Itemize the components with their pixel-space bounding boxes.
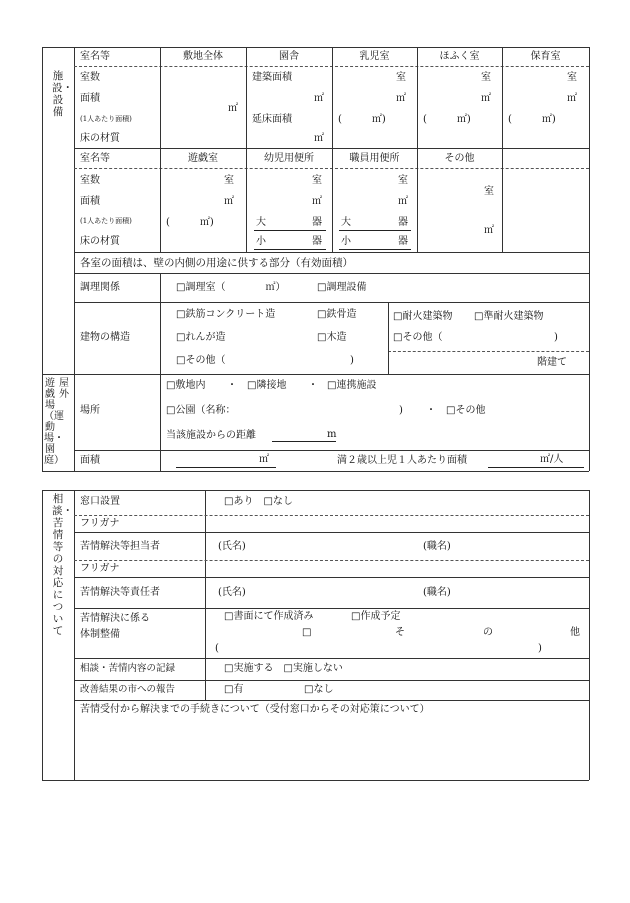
child-toilet-area-unit: ㎡	[312, 196, 322, 207]
child-toilet-room-unit: 室	[312, 175, 322, 186]
label2-room-count: 室数	[80, 175, 100, 186]
building-area-label: 建築面積	[252, 72, 292, 83]
procedure-textarea[interactable]	[76, 720, 586, 778]
distance-label: 当該施設からの距離	[166, 430, 256, 441]
playroom-room-unit: 室	[224, 175, 234, 186]
responsible-label: 苦情解決等責任者	[80, 587, 160, 598]
place-onsite-checkbox[interactable]: □敷地内	[166, 380, 206, 391]
cooking-room-checkbox[interactable]: □調理室（ ㎡）	[176, 282, 286, 293]
report-no-checkbox[interactable]: □なし	[304, 684, 334, 695]
header2-child-toilet: 幼児用便所	[264, 153, 314, 164]
crawl-room-unit: 室	[481, 72, 491, 83]
nursery-area-unit: ㎡	[567, 93, 577, 104]
infant-room-unit: 室	[396, 72, 406, 83]
other-room-unit: 室	[484, 186, 494, 197]
area-note: 各室の面積は、壁の内側の用途に供する部分（有効面積）	[80, 257, 353, 269]
per-child-unit: ㎡/人	[540, 454, 564, 465]
responsible-title[interactable]: (職名)	[423, 587, 451, 598]
window-label: 窓口設置	[80, 496, 120, 507]
place-partner-checkbox[interactable]: □連携施設	[327, 380, 377, 391]
system-other-char-3: 他	[570, 627, 580, 638]
place-label: 場所	[80, 405, 100, 416]
header2-staff-toilet: 職員用便所	[349, 153, 400, 164]
label2-floor-material: 床の材質	[80, 236, 120, 247]
structure-other-checkbox[interactable]: □その他（	[176, 355, 226, 366]
system-paren-open: (	[215, 643, 219, 654]
fire-other-checkbox[interactable]: □その他（	[393, 332, 443, 343]
system-other-char-1: そ	[395, 627, 405, 638]
place-adjacent-checkbox[interactable]: □隣接地	[247, 380, 287, 391]
structure-other-close: )	[350, 355, 354, 366]
handler-name[interactable]: (氏名)	[218, 541, 246, 552]
floor-area-unit: ㎡	[314, 133, 324, 144]
system-paren-close: )	[538, 643, 542, 654]
nursery-per-person: ( ㎡)	[508, 114, 556, 125]
playroom-per-person: ( ㎡)	[166, 217, 214, 228]
report-yes-checkbox[interactable]: □有	[224, 684, 244, 695]
report-label: 改善結果の市への報告	[80, 684, 176, 695]
header-crawl-room: ほふく室	[439, 51, 480, 62]
structure-wood-checkbox[interactable]: □木造	[317, 332, 347, 343]
place-other-checkbox[interactable]: □その他	[446, 405, 486, 416]
structure-label: 建物の構造	[80, 332, 130, 343]
responsible-name[interactable]: (氏名)	[218, 587, 246, 598]
child-toilet-small: 小	[256, 236, 266, 247]
header-nursery-room: 保育室	[530, 51, 561, 62]
staff-toilet-area-unit: ㎡	[398, 196, 408, 207]
label-room-count: 室数	[80, 72, 100, 83]
header-infant-room: 乳児室	[359, 51, 390, 62]
handler-title[interactable]: (職名)	[423, 541, 451, 552]
site-area-unit: ㎡	[228, 103, 238, 114]
staff-toilet-small: 小	[341, 236, 351, 247]
cooking-label: 調理関係	[80, 282, 120, 293]
outdoor-side-label: 遊戯場（運動場・園庭） 屋外	[44, 378, 69, 466]
floor-area-label: 延床面積	[252, 114, 292, 125]
child-toilet-small-unit: 器	[312, 236, 322, 247]
system-other-checkbox[interactable]: □	[302, 627, 312, 638]
procedure-label: 苦情受付から解決までの手続きについて（受付窓口からその対応策について）	[80, 704, 430, 715]
header2-other: その他	[444, 153, 475, 164]
crawl-area-unit: ㎡	[481, 93, 491, 104]
header-building: 園舎	[279, 51, 299, 62]
fire-other-close: )	[554, 332, 558, 343]
header2-room-name: 室名等	[80, 153, 110, 164]
facility-side-label: 施設・設備	[52, 70, 73, 118]
park-dot: ・	[426, 405, 436, 416]
record-checkbox[interactable]: □実施する □実施しない	[224, 663, 343, 674]
label-per-person: (1人あたり面積)	[80, 115, 132, 123]
place-dot-1: ・	[227, 380, 237, 391]
structure-rc-checkbox[interactable]: □鉄筋コンクリート造	[176, 309, 276, 320]
window-checkbox[interactable]: □あり □なし	[224, 496, 293, 507]
staff-toilet-small-unit: 器	[398, 236, 408, 247]
system-label-1: 苦情解決に係る	[80, 613, 150, 624]
system-other-char-2: の	[483, 627, 493, 638]
header-site: 敷地全体	[183, 51, 223, 62]
other-area-unit: ㎡	[484, 225, 494, 236]
furigana-label-1: フリガナ	[80, 518, 120, 529]
crawl-per-person: ( ㎡)	[423, 114, 471, 125]
per-child-label: 満２歳以上児１人あたり面積	[337, 455, 467, 466]
system-planned-checkbox[interactable]: □作成予定	[351, 611, 401, 622]
label-floor-material: 床の材質	[80, 133, 120, 144]
building-area-unit: ㎡	[314, 93, 324, 104]
header-room-name: 室名等	[80, 51, 110, 62]
child-toilet-big-unit: 器	[312, 217, 322, 228]
label2-area: 面積	[80, 196, 100, 207]
fireproof-checkbox[interactable]: □耐火建築物	[393, 311, 453, 322]
staff-toilet-big-unit: 器	[398, 217, 408, 228]
staff-toilet-room-unit: 室	[398, 175, 408, 186]
place-park-checkbox[interactable]: □公園（名称：	[166, 405, 236, 416]
park-close: )	[399, 405, 403, 416]
infant-per-person: ( ㎡)	[338, 114, 386, 125]
label-area: 面積	[80, 93, 100, 104]
outdoor-area-unit: ㎡	[259, 454, 269, 465]
distance-unit: m	[327, 429, 337, 440]
place-dot-2: ・	[308, 380, 318, 391]
furigana-label-2: フリガナ	[80, 563, 120, 574]
nursery-room-unit: 室	[567, 72, 577, 83]
label2-per-person: (1人あたり面積)	[80, 217, 132, 225]
complaint-side-label: 相談・苦情等の対応について	[52, 493, 73, 637]
cooking-equipment-checkbox[interactable]: □調理設備	[317, 282, 367, 293]
infant-area-unit: ㎡	[396, 93, 406, 104]
semi-fireproof-checkbox[interactable]: □準耐火建築物	[474, 311, 544, 322]
record-label: 相談・苦情内容の記録	[80, 663, 176, 674]
structure-steel-checkbox[interactable]: □鉄骨造	[317, 309, 357, 320]
outdoor-area-label: 面積	[80, 455, 100, 466]
child-toilet-big: 大	[256, 217, 266, 228]
header2-playroom: 遊戯室	[188, 153, 218, 164]
system-label-2: 体制整備	[80, 629, 120, 640]
system-created-checkbox[interactable]: □書面にて作成済み	[224, 611, 314, 622]
structure-brick-checkbox[interactable]: □れんが造	[176, 332, 226, 343]
floors-label: 階建て	[537, 357, 567, 368]
staff-toilet-big: 大	[341, 217, 351, 228]
playroom-area-unit: ㎡	[224, 196, 234, 207]
handler-label: 苦情解決等担当者	[80, 541, 160, 552]
